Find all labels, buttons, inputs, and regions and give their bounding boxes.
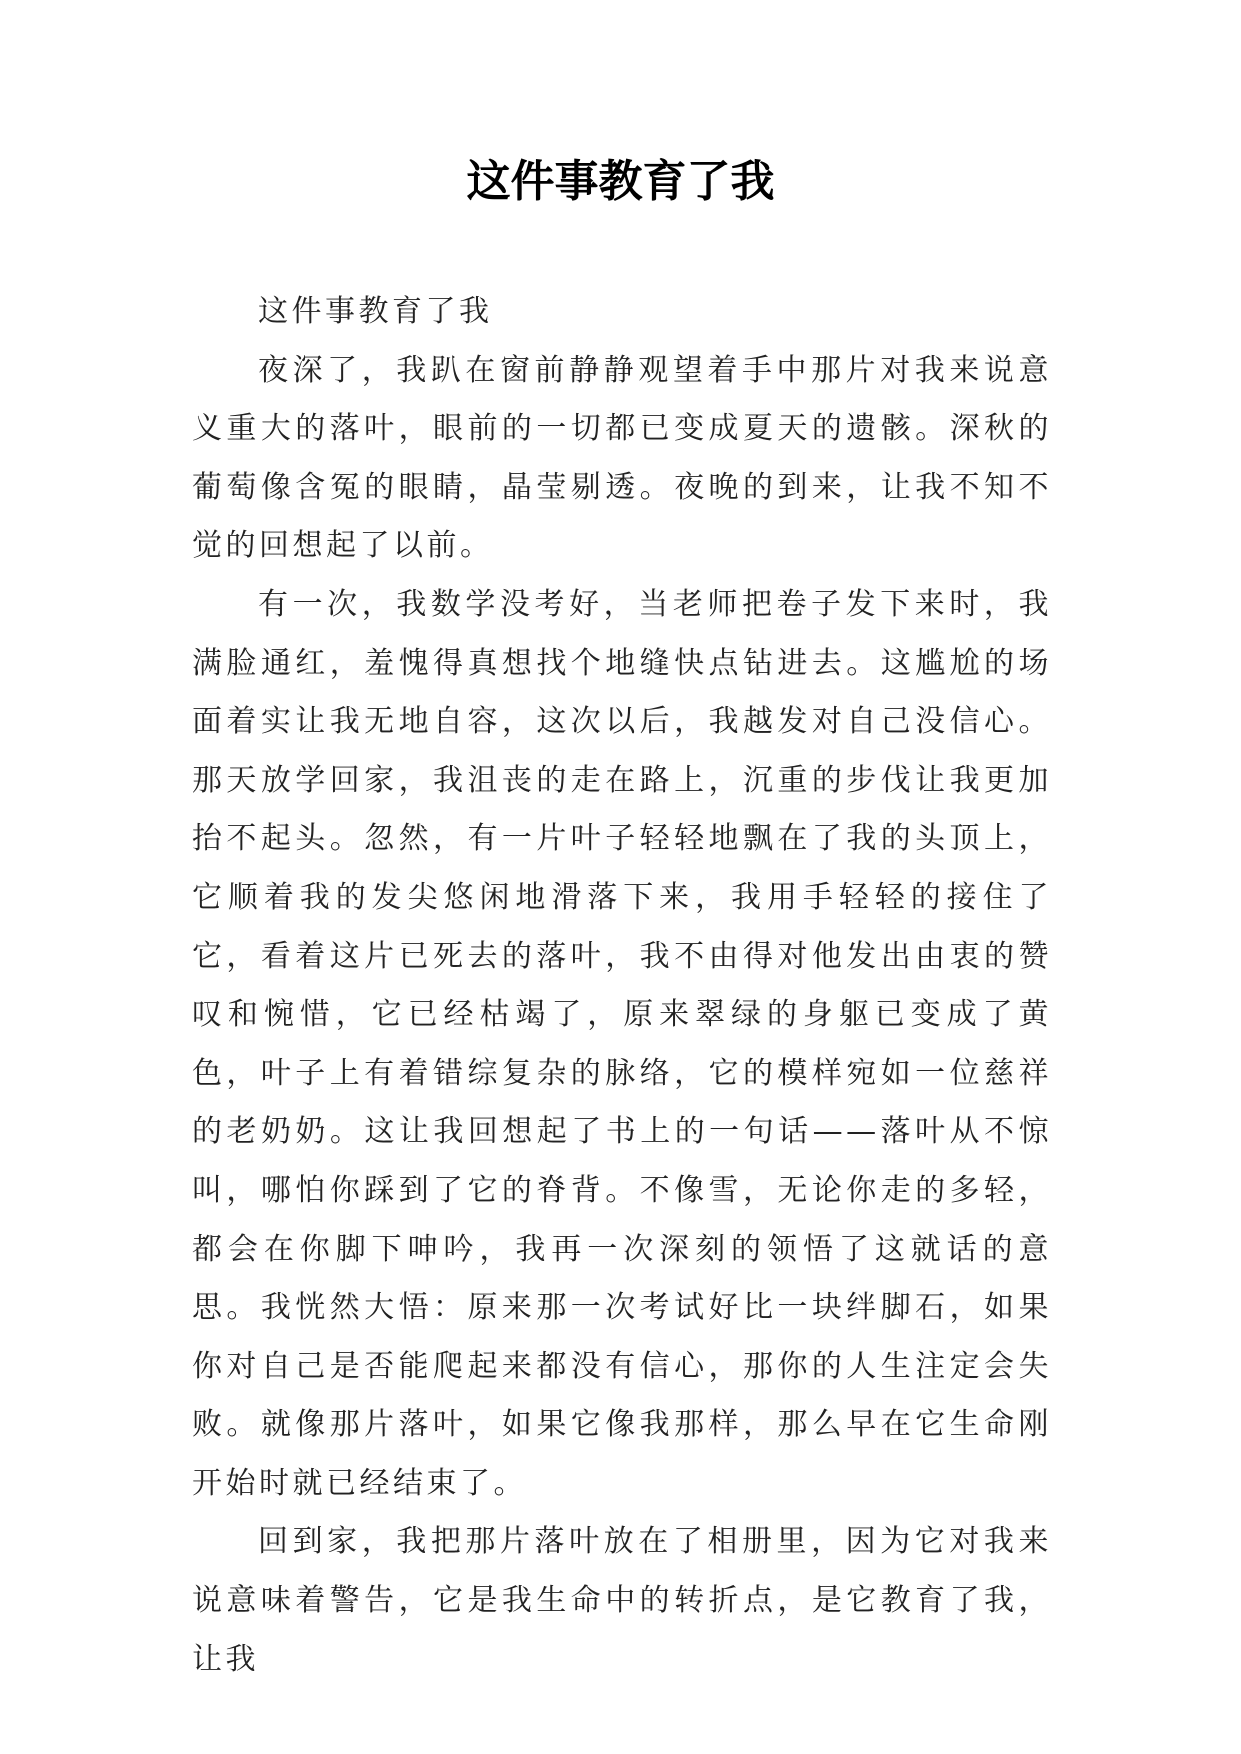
paragraph-1: 夜深了，我趴在窗前静静观望着手中那片对我来说意义重大的落叶，眼前的一切都已变成夏天的遗骸。深秋的葡萄像含冤的眼睛，晶莹剔透。夜晚的到来，让我不知不觉的回想起了以前。 xyxy=(192,352,1052,564)
document-title: 这件事教育了我 xyxy=(466,156,775,207)
paragraph-3: 回到家，我把那片落叶放在了相册里，因为它对我来说意味着警告，它是我生命中的转折点，是它教育了我，让我 xyxy=(192,1524,1052,1677)
document-body xyxy=(192,283,1052,1689)
paragraph-subtitle: 这件事教育了我 xyxy=(258,294,493,329)
paragraph-2: 有一次，我数学没考好，当老师把卷子发下来时，我满脸通红，羞愧得真想找个地缝快点钻进去。这尴尬的场面着实让我无地自容，这次以后，我越发对自己没信心。那天放学回家，我沮丧的走在路上，沉重的步伐让我更加抬不起头。忽然，有一片叶子轻轻地飘在了我的头顶上，它顺着我的发尖悠闲地滑落下来，我用手轻轻的接住了它，看着这片已死去的落叶，我不由得对他发出由衷的赞叹和惋惜，它已经枯竭了，原来翠绿的身躯已变成了黄色，叶子上有着错综复杂的脉络，它的模样宛如一位慈祥的老奶奶。这让我回想起了书上的一句话——落叶从不惊叫，哪怕你踩到了它的脊背。不像雪，无论你走的多轻，都会在你脚下呻吟，我再一次深刻的领悟了这就话的意思。我恍然大悟：原来那一次考试好比一块绊脚石，如果你对自己是否能爬起来都没有信心，那你的人生注定会失败。就像那片落叶，如果它像我那样，那么早在它生命刚开始时就已经结束了。 xyxy=(192,586,1052,1501)
